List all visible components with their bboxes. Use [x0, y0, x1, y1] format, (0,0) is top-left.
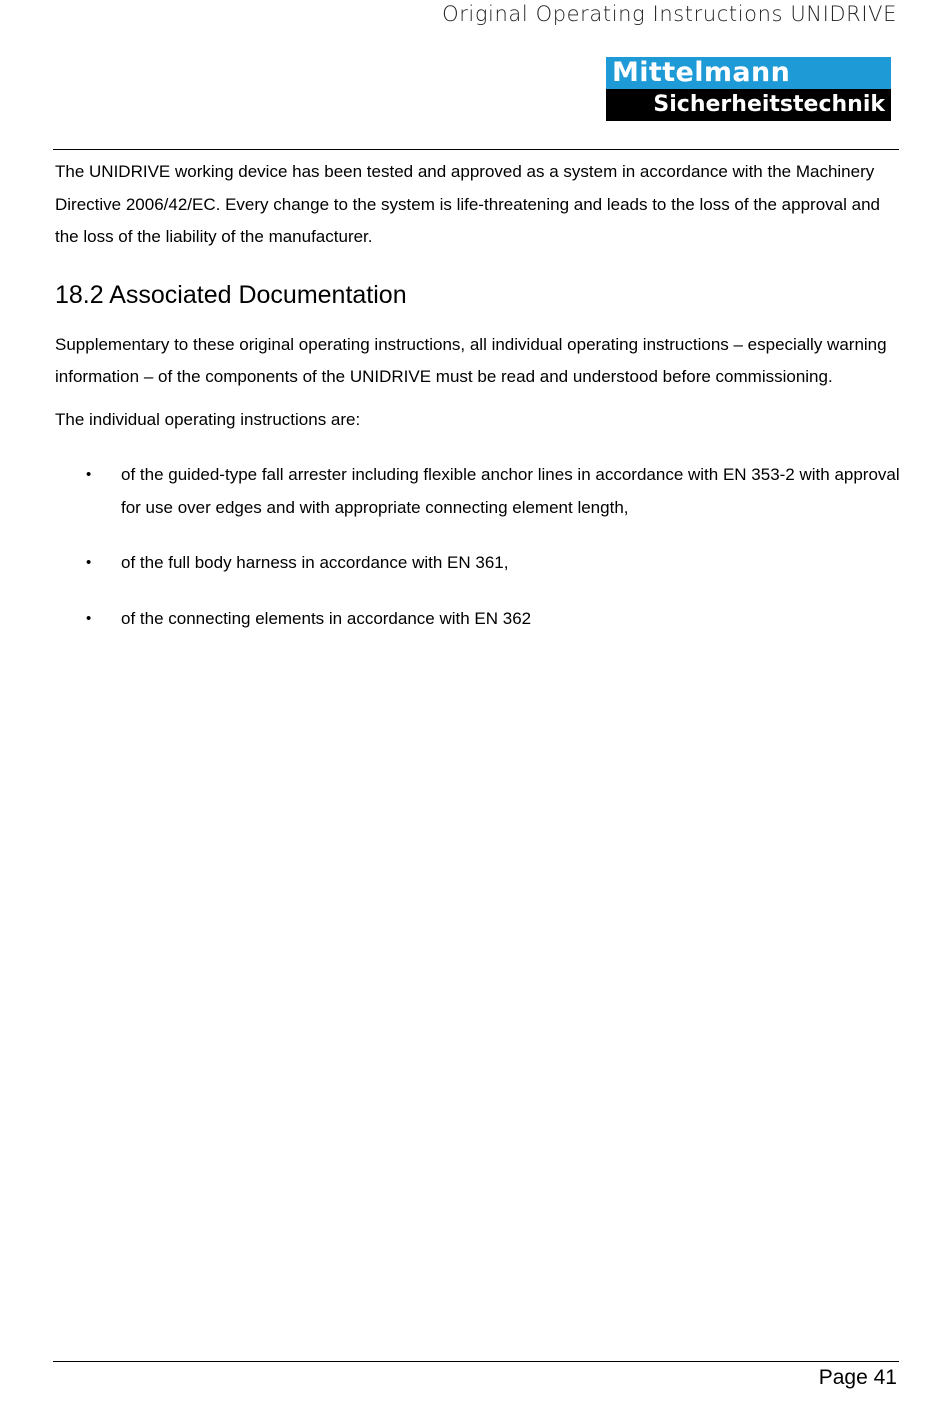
logo-sicherheitstechnik-text: Sicherheitstechnik	[606, 89, 891, 121]
bullet-icon: •	[86, 609, 92, 627]
header-divider	[53, 149, 899, 150]
list-item-text: of the connecting elements in accordance with EN 362	[121, 608, 532, 628]
supplementary-paragraph: Supplementary to these original operating instructions, all individual operating instructions – especially warning information – of the components of the UNIDRIVE must be read and understood before commissioning.	[55, 334, 887, 386]
logo-mittelmann-text: Mittelmann	[606, 57, 891, 89]
list-item	[55, 547, 900, 580]
document-header-title: Original Operating Instructions UNIDRIVE	[442, 2, 897, 26]
instructions-list	[55, 459, 900, 635]
page-number: Page 41	[818, 1366, 897, 1389]
footer-divider	[53, 1361, 899, 1362]
list-item	[55, 459, 900, 524]
bullet-icon: •	[86, 554, 92, 571]
page-content	[55, 156, 900, 658]
list-intro: The individual operating instructions are:	[55, 409, 361, 429]
bullet-icon: •	[86, 466, 92, 483]
company-logo	[606, 57, 891, 121]
list-item	[55, 603, 900, 636]
list-item-text: of the guided-type fall arrester including flexible anchor lines in accordance with EN 353-2 with approval for use over edges and with appropriate connecting element length,	[121, 465, 900, 517]
section-heading: 18.2 Associated Documentation	[55, 280, 407, 309]
list-item-text: of the full body harness in accordance with EN 361,	[121, 553, 509, 572]
intro-paragraph: The UNIDRIVE working device has been tested and approved as a system in accordance with the Machinery Directive 2006/42/EC. Every change to the system is life-threatening and leads to the loss of the approval and the loss of the liability of the manufacturer.	[55, 162, 880, 246]
